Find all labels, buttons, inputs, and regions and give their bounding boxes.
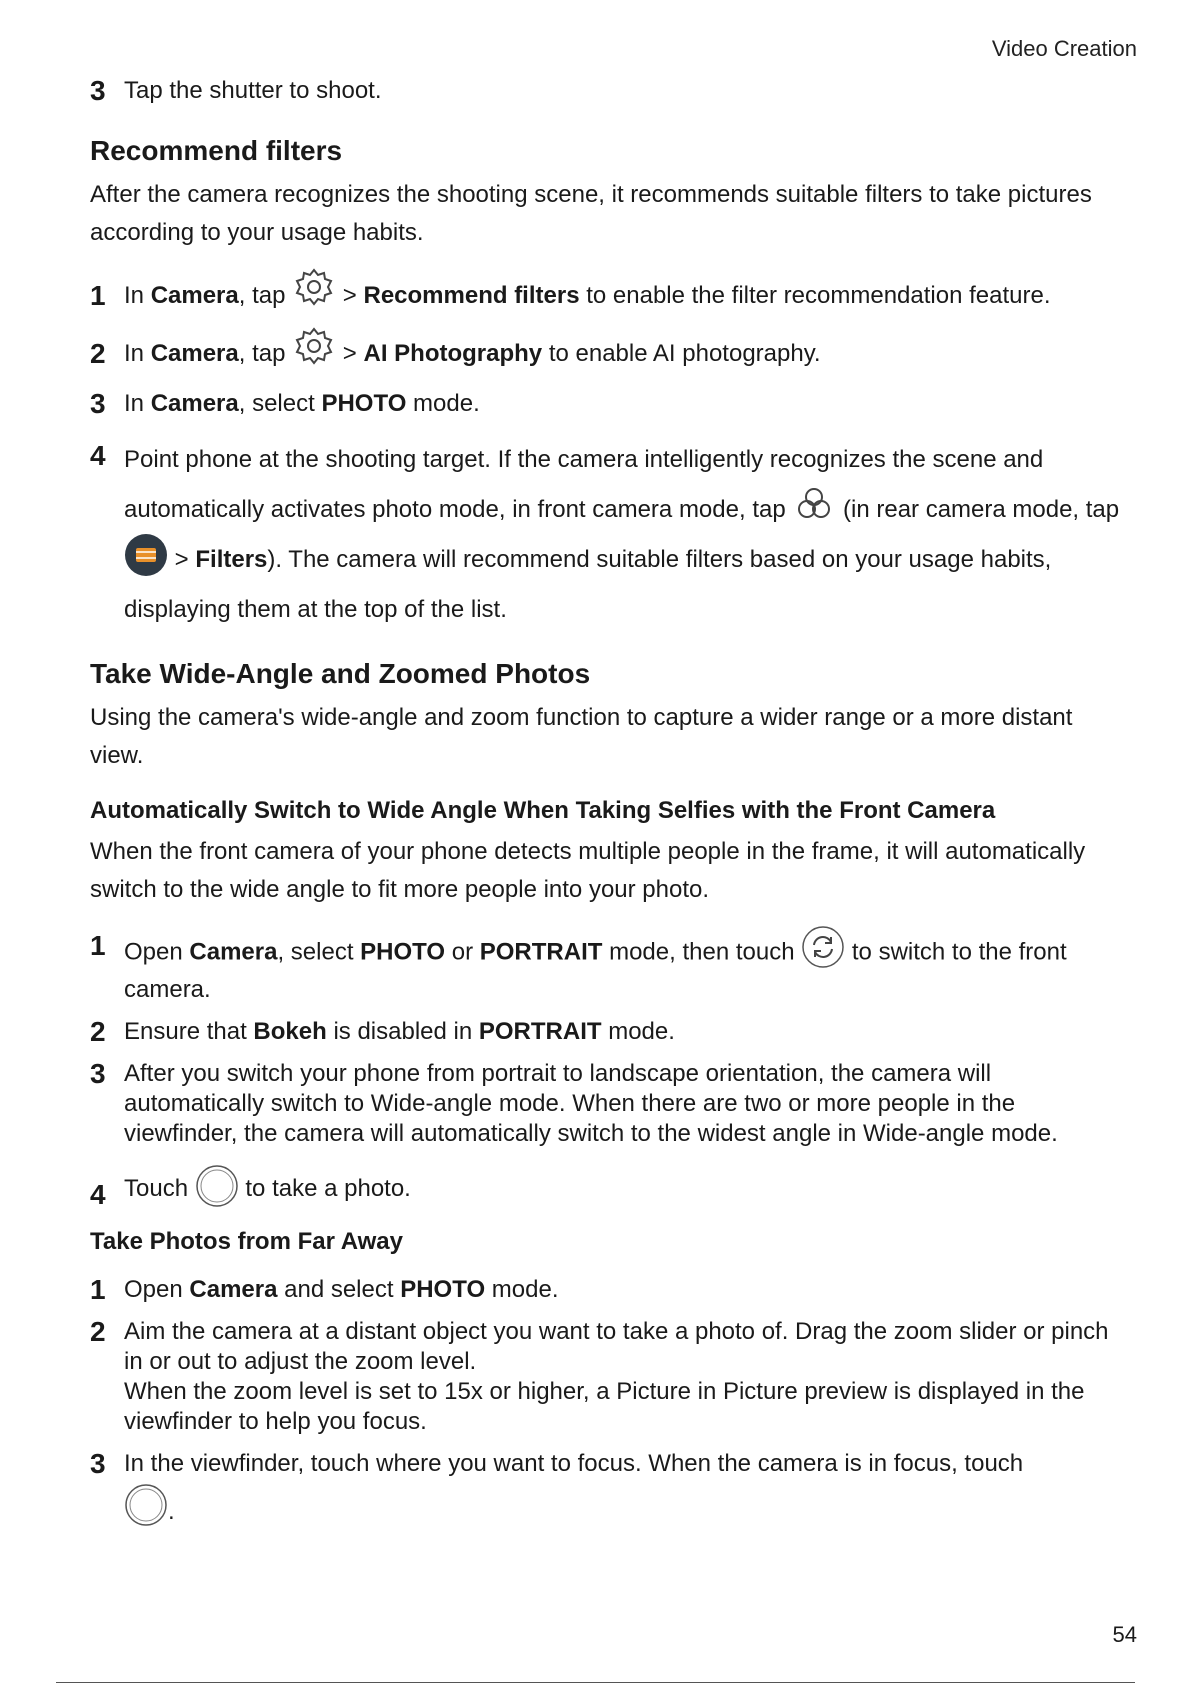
step-number: 4	[90, 439, 106, 471]
recommend-filters-desc: After the camera recognizes the shooting scene, it recommends suitable filters to take pictures according to your usage habits.	[90, 180, 1092, 246]
filter-circles-icon[interactable]	[792, 483, 836, 527]
step-number: 2	[90, 1315, 106, 1347]
step-number: 4	[90, 1179, 106, 1211]
recommend-step-2: 2 In Camera, tap > AI Photography to enable AI photography.	[90, 332, 1130, 377]
wide-step-1: 1 Open Camera, select PHOTO or PORTRAIT mode, then touch to switch to the front camera.	[90, 931, 1130, 1005]
step-number: 3	[90, 1058, 106, 1090]
shutter-button-icon[interactable]	[195, 1164, 239, 1208]
settings-gear-icon[interactable]	[292, 266, 336, 310]
far-step-3: 3 In the viewfinder, touch where you want to focus. When the camera is in focus, touch .	[90, 1447, 1024, 1525]
recommend-filters-heading: Recommend filters	[90, 135, 343, 166]
filters-menu-icon[interactable]	[124, 533, 168, 577]
switch-camera-icon[interactable]	[801, 925, 845, 969]
intro-step	[90, 76, 1130, 106]
step-number: 3	[90, 387, 106, 419]
settings-gear-icon[interactable]	[292, 325, 336, 369]
page-number: 54	[1112, 1622, 1137, 1647]
section-header: Video Creation	[991, 36, 1137, 61]
recommend-step-3: 3 In Camera, select PHOTO mode.	[90, 387, 480, 419]
wide-zoom-desc: Using the camera's wide-angle and zoom function to capture a wider range or a more distant view.	[90, 703, 1073, 769]
wide-zoom-heading: Take Wide-Angle and Zoomed Photos	[90, 657, 591, 689]
step-number: 1	[90, 930, 106, 962]
wide-selfie-heading: Automatically Switch to Wide Angle When Taking Selfies with the Front Camera	[90, 796, 996, 824]
recommend-step-1: 1 In Camera, tap > Recommend filters to enable the filter recommendation feature.	[90, 274, 1130, 319]
recommend-step-4: 4 Point phone at the shooting target. If the camera intelligently recognizes the scene and automatically activates photo mode, in front camera mode, tap (in rear camera mode, tap > Filters). The camera will recommend suitable filters based on your usage habits, displaying them at the top of the list.	[90, 435, 1130, 635]
wide-step-4: 4 Touch to take a photo.	[90, 1167, 1130, 1212]
shutter-button-icon[interactable]	[124, 1483, 168, 1527]
far-step-1: 1 Open Camera and select PHOTO mode.	[90, 1273, 559, 1305]
step-text: Tap the shutter to shoot.	[124, 77, 382, 104]
step-number: 1	[90, 279, 106, 311]
far-away-heading: Take Photos from Far Away	[90, 1227, 403, 1255]
step-number: 3	[90, 75, 106, 106]
step-number: 2	[90, 1016, 106, 1048]
page-content	[90, 76, 1130, 1527]
zoom-note: When the zoom level is set to 15x or higher, a Picture in Picture preview is displayed in the viewfinder to help you focus.	[124, 1377, 1085, 1435]
step-number: 3	[90, 1447, 106, 1479]
step-number: 1	[90, 1273, 106, 1305]
wide-step-2: 2 Ensure that Bokeh is disabled in PORTRAIT mode.	[90, 1016, 675, 1048]
step-number: 2	[90, 338, 106, 370]
wide-step-3: 3 After you switch your phone from portrait to landscape orientation, the camera will automatically switch to Wide-angle mode. When there are two or more people in the viewfinder, the camera will automatically switch to the widest angle in Wide-angle mode.	[90, 1058, 1058, 1148]
far-step-2: 2 Aim the camera at a distant object you want to take a photo of. Drag the zoom slider or pinch in or out to adjust the zoom level. When the zoom level is set to 15x or higher, a Picture in Picture preview is displayed in the viewfinder to help you focus.	[90, 1315, 1109, 1435]
footer-divider	[56, 1682, 1135, 1683]
wide-selfie-desc: When the front camera of your phone detects multiple people in the frame, it will automatically switch to the wide angle to fit more people into your photo.	[90, 838, 1086, 904]
